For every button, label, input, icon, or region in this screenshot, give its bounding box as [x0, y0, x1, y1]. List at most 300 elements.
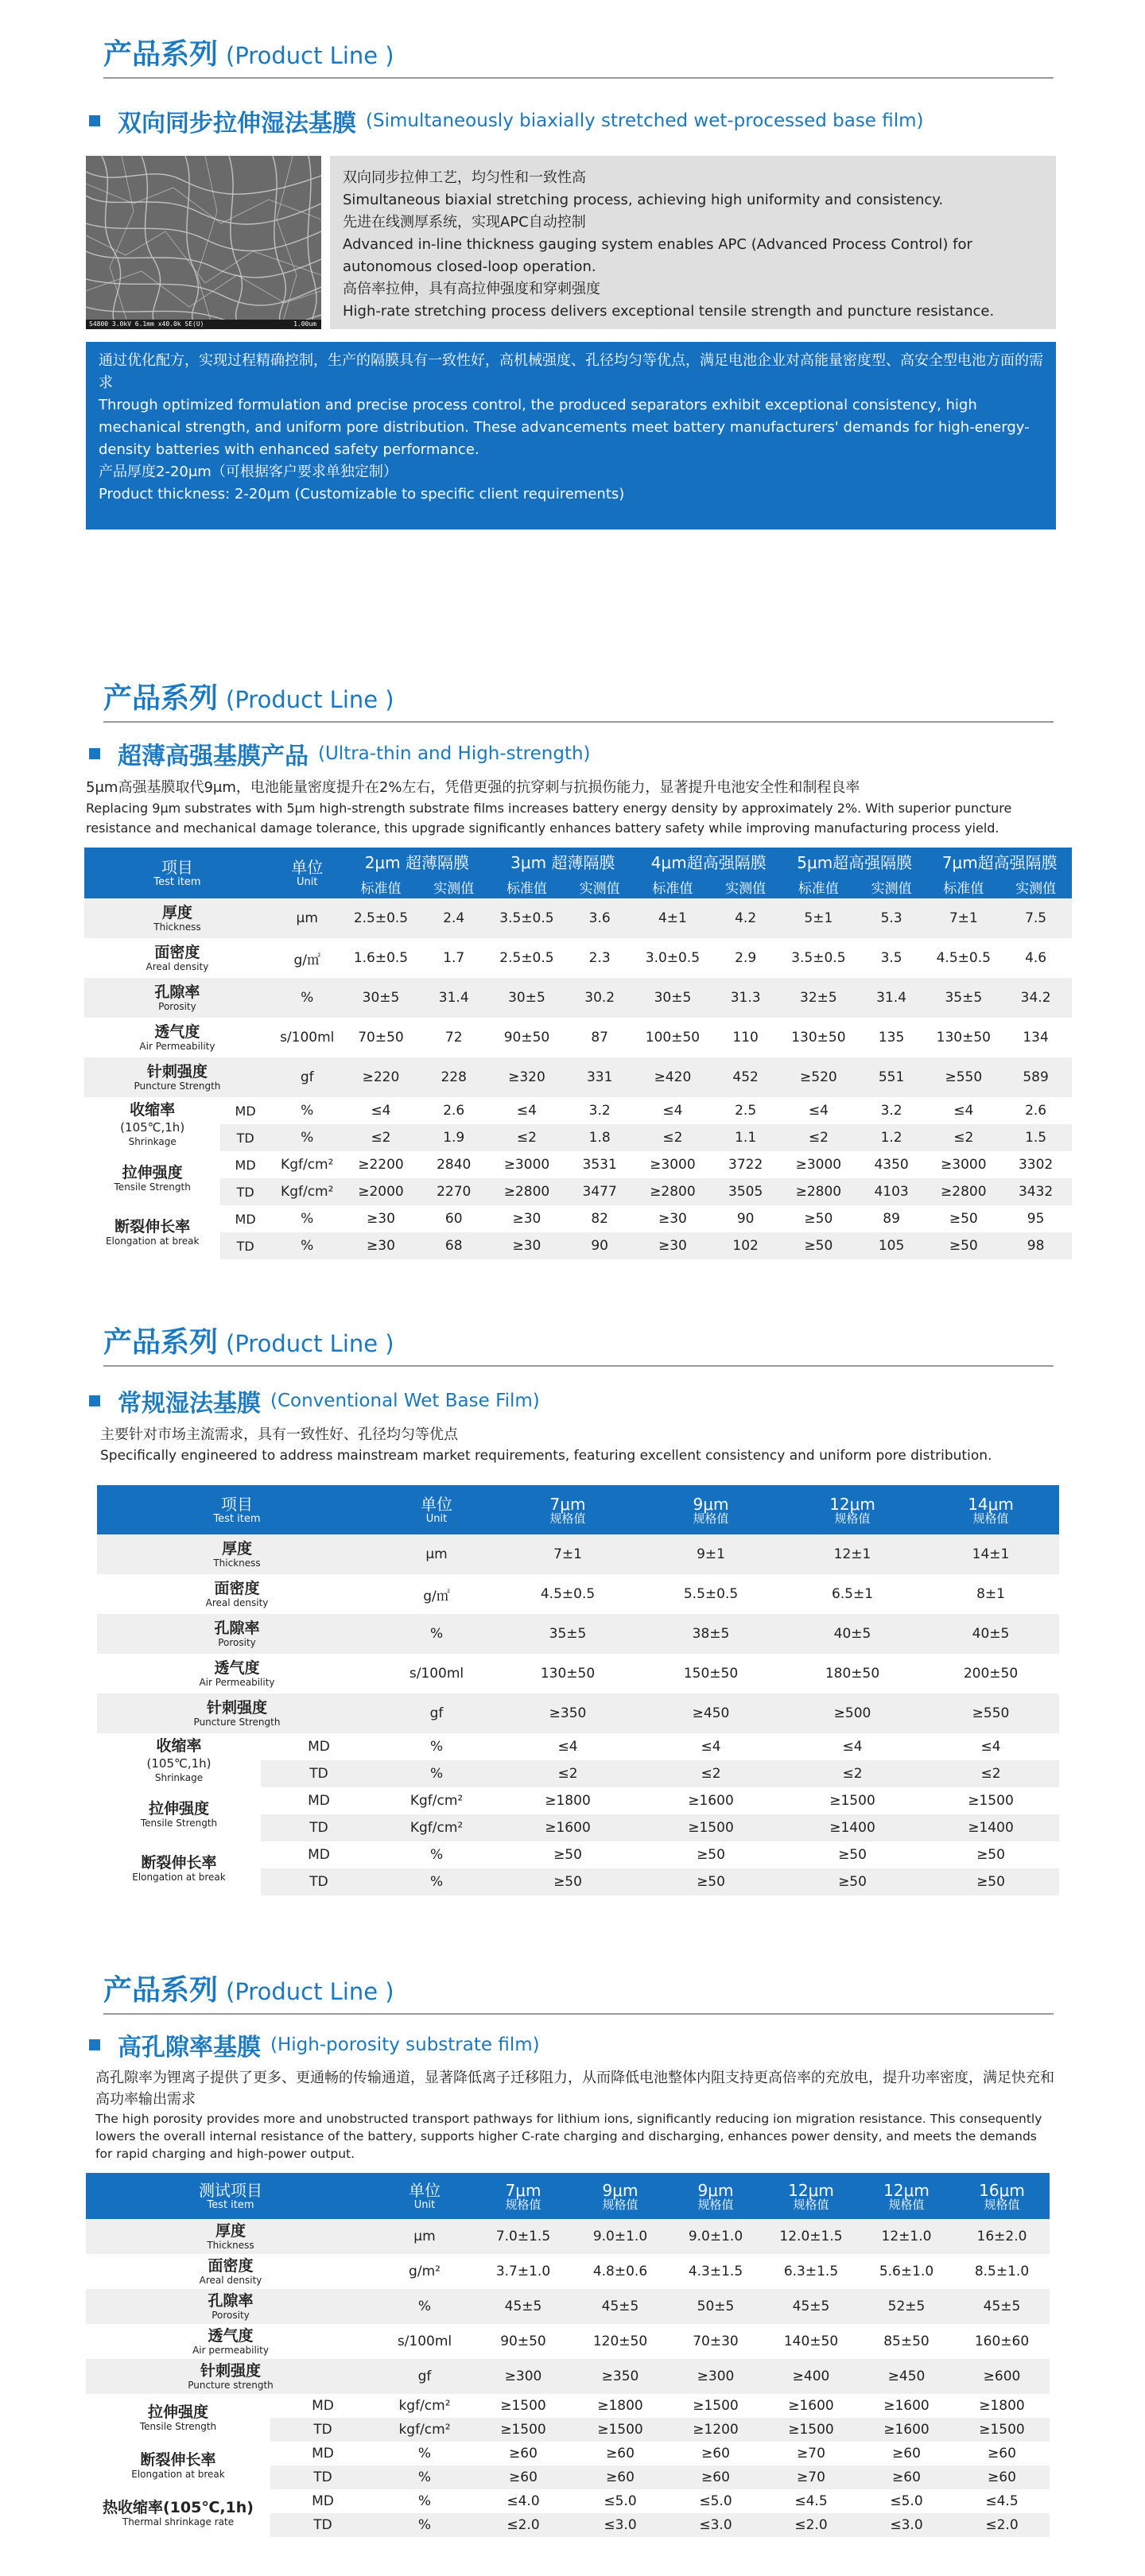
dir-cell: MD [235, 1103, 256, 1119]
col-product: 14μm 规格值 [922, 1485, 1059, 1534]
table-cell: 7.5 [999, 898, 1072, 938]
col-act: 实测值 [417, 875, 490, 898]
table-cell: 1.6±0.5 [353, 950, 409, 966]
table-cell: 3505 [709, 1178, 782, 1205]
dir-cell: MD [312, 2398, 334, 2414]
table-cell: ≥1800 [597, 2398, 643, 2414]
table-cell: 72 [444, 1030, 463, 1046]
table-cell: ≤5.0 [604, 2493, 637, 2509]
table-cell: ≥1500 [693, 2398, 739, 2414]
table-cell: 4.8±0.6 [592, 2264, 648, 2279]
table-cell: 1.8 [564, 1124, 636, 1151]
unit-cell: % [377, 1614, 496, 1654]
table-cell: ≤2 [496, 1760, 639, 1787]
row-label: 孔隙率 Porosity [84, 978, 270, 1018]
section-1-heading [103, 32, 1054, 79]
dir-cell: MD [235, 1157, 256, 1173]
table-row [84, 1097, 1072, 1124]
col-product: 9μm 规格值 [639, 1485, 782, 1534]
table-cell: ≥60 [988, 2446, 1016, 2462]
unit-cell: s/100ml [409, 1666, 464, 1682]
dir-cell: MD [312, 2493, 334, 2509]
section-title-en: (Product Line ) [226, 686, 394, 713]
square-bullet-icon [89, 748, 100, 759]
row-label: 针刺强度 Puncture Strength [84, 1057, 270, 1097]
s1-description-box [86, 342, 1056, 530]
s3-intro-zh: 主要针对市场主流需求，具有一致性好、孔径均匀等优点 [100, 1426, 458, 1443]
unit-cell: Kgf/cm² [270, 1178, 344, 1205]
table-cell: 2.5±0.5 [344, 898, 418, 938]
table-cell: ≥70 [763, 2465, 859, 2489]
unit-cell: s/100ml [280, 1030, 335, 1046]
table-cell: 89 [883, 1211, 900, 1227]
table-cell: ≥2000 [344, 1178, 418, 1205]
table-cell: ≥50 [838, 1847, 867, 1863]
table-cell: 45±5 [474, 2289, 572, 2324]
table-cell: 130±50 [791, 1030, 846, 1046]
table-row [84, 1232, 1072, 1259]
dir-cell: TD [220, 1124, 270, 1151]
row-label: 透气度 Air Permeability [199, 1658, 275, 1688]
table-cell: 2.5±0.5 [499, 950, 554, 966]
table-cell: ≥600 [954, 2359, 1050, 2394]
unit-cell: % [301, 1103, 314, 1119]
table-row [97, 1534, 1059, 1574]
table-cell: 4350 [874, 1157, 909, 1173]
table-cell: 70±50 [358, 1030, 404, 1046]
table-cell: ≥50 [782, 1868, 922, 1895]
row-label: 拉伸强度 Tensile Strength [140, 1799, 218, 1829]
s1-sub-zh: 双向同步拉伸湿法基膜 [118, 110, 356, 138]
col-unit: 单位 Unit [377, 1485, 496, 1534]
table-cell: ≥50 [976, 1847, 1005, 1863]
table-cell: 5.6±1.0 [879, 2264, 934, 2279]
table-cell: 9.0±1.0 [668, 2219, 763, 2254]
table-row [84, 1057, 1072, 1097]
table-cell: 100±50 [645, 1030, 701, 1046]
table-cell: 452 [709, 1057, 782, 1097]
table-cell: ≥30 [344, 1232, 418, 1259]
table-cell: ≥2800 [636, 1178, 710, 1205]
table-cell: 228 [417, 1057, 490, 1097]
table-cell: ≤2.0 [474, 2513, 572, 2537]
col-unit: 单位 Unit [270, 848, 344, 898]
table-cell: 2840 [437, 1157, 472, 1173]
table-cell: ≤2 [782, 1760, 922, 1787]
table-cell: 200±50 [963, 1666, 1019, 1682]
table-cell: ≥50 [496, 1868, 639, 1895]
table-cell: 5.5±0.5 [683, 1586, 739, 1602]
table-cell: 40±5 [922, 1614, 1059, 1654]
table-cell: ≥500 [782, 1693, 922, 1733]
row-label: 收缩率 (105℃,1h) Shrinkage [120, 1100, 185, 1147]
s4-spec-table [86, 2173, 1050, 2537]
table-cell: ≥70 [797, 2446, 825, 2462]
table-cell: 2.6 [443, 1103, 465, 1119]
unit-cell: gf [375, 2359, 474, 2394]
table-cell: 5±1 [782, 898, 856, 938]
section-4-heading [103, 1968, 1054, 2015]
square-bullet-icon [89, 115, 100, 126]
s1-desc-line: Through optimized formulation and precise process control, the produced separators exhibit exceptional consistency, high mechanical strength, and uniform pore distribution. These advancements meet battery manufacturers' demands for high-energy-density batteries with enhanced safety performance. [99, 397, 1030, 458]
table-cell: ≥1500 [639, 1814, 782, 1841]
table-row [97, 1693, 1059, 1733]
table-cell: 3.7±1.0 [495, 2264, 551, 2279]
table-cell: 3.6 [564, 898, 636, 938]
s2-subheading [89, 736, 591, 771]
row-label: 断裂伸长率 Elongation at break [132, 1853, 226, 1883]
table-row [86, 2489, 1050, 2513]
unit-cell: μm [270, 898, 344, 938]
table-cell: 52±5 [859, 2289, 954, 2324]
table-cell: 3477 [564, 1178, 636, 1205]
table-cell: ≥30 [490, 1232, 564, 1259]
s2-sub-en: (Ultra-thin and High-strength) [318, 743, 591, 764]
row-label: 拉伸强度 Tensile Strength [139, 2403, 217, 2432]
table-cell: ≥30 [636, 1232, 710, 1259]
unit-cell: % [375, 2289, 474, 2324]
unit-cell: g/m² [409, 2264, 441, 2279]
unit-cell: % [417, 2493, 432, 2509]
table-cell: 1.7 [443, 950, 465, 966]
table-cell: 34.2 [999, 978, 1072, 1018]
s2-sub-zh: 超薄高强基膜产品 [118, 743, 309, 770]
s2-spec-table [84, 848, 1072, 1259]
table-row [86, 2289, 1050, 2324]
col-product: 9μm 规格值 [668, 2173, 763, 2219]
s1-feature-line: 先进在线测厚系统，实现APC自动控制 [343, 214, 586, 231]
table-row [86, 2442, 1050, 2465]
table-cell: ≥2800 [782, 1178, 856, 1205]
unit-cell: % [270, 1232, 344, 1259]
table-cell: ≥1500 [954, 2418, 1050, 2442]
s3-sub-en: (Conventional Wet Base Film) [270, 1391, 540, 1411]
table-cell: 82 [591, 1211, 608, 1227]
row-label: 厚度 Thickness [97, 1534, 377, 1574]
table-cell: ≤4 [953, 1103, 974, 1119]
col-std: 标准值 [490, 875, 564, 898]
table-cell: ≤2 [490, 1124, 564, 1151]
table-cell: 551 [856, 1057, 928, 1097]
table-cell: 2.6 [1025, 1103, 1047, 1119]
table-cell: ≥1500 [500, 2398, 546, 2414]
table-cell: ≥60 [859, 2465, 954, 2489]
section-title-zh: 产品系列 [103, 1974, 219, 2007]
table-cell: 180±50 [825, 1666, 880, 1682]
table-cell: ≥300 [474, 2359, 572, 2394]
table-cell: ≤4.5 [985, 2493, 1019, 2509]
table-cell: ≥60 [954, 2465, 1050, 2489]
square-bullet-icon [89, 2039, 100, 2050]
section-title-zh: 产品系列 [103, 682, 219, 715]
table-cell: 5.3 [856, 898, 928, 938]
table-cell: 160±60 [974, 2334, 1030, 2349]
table-cell: ≤4.5 [794, 2493, 828, 2509]
table-cell: 32±5 [782, 978, 856, 1018]
unit-cell: Kgf/cm² [281, 1157, 334, 1173]
s2-intro-zh: 5μm高强基膜取代9μm，电池能量密度提升在2%左右，凭借更强的抗穿刺与抗损伤能力，显著提升电池安全性和制程良率 [86, 779, 860, 796]
table-cell: 4±1 [636, 898, 710, 938]
table-cell: ≥320 [490, 1057, 564, 1097]
table-cell: ≤4 [808, 1103, 829, 1119]
s1-feature-box [330, 156, 1056, 329]
col-product: 16μm 规格值 [954, 2173, 1050, 2219]
square-bullet-icon [89, 1395, 100, 1406]
table-cell: 7±1 [927, 898, 999, 938]
table-cell: 50±5 [668, 2289, 763, 2324]
table-row [84, 978, 1072, 1018]
row-label: 厚度 Thickness [86, 2219, 375, 2254]
section-title-en: (Product Line ) [226, 1330, 394, 1357]
table-cell: 38±5 [639, 1614, 782, 1654]
table-cell: ≥60 [606, 2446, 635, 2462]
section-title-zh: 产品系列 [103, 38, 219, 71]
col-product: 12μm 规格值 [782, 1485, 922, 1534]
table-cell: 95 [1027, 1211, 1045, 1227]
table-cell: 45±5 [763, 2289, 859, 2324]
table-cell: ≥520 [782, 1057, 856, 1097]
table-cell: ≥30 [658, 1211, 687, 1227]
table-cell: 4103 [856, 1178, 928, 1205]
col-std: 标准值 [782, 875, 856, 898]
table-cell: 331 [564, 1057, 636, 1097]
s4-intro [95, 2067, 1058, 2163]
unit-cell: μm [377, 1534, 496, 1574]
table-cell: 6.3±1.5 [783, 2264, 839, 2279]
table-cell: 7.0±1.5 [474, 2219, 572, 2254]
row-label: 孔隙率 Porosity [97, 1614, 377, 1654]
table-cell: 85±50 [883, 2334, 930, 2349]
dir-cell: TD [220, 1178, 270, 1205]
row-label: 面密度 Areal density [205, 1579, 269, 1608]
table-cell: 1.2 [856, 1124, 928, 1151]
row-label: 针刺强度 Puncture strength [86, 2359, 375, 2394]
table-cell: 102 [709, 1232, 782, 1259]
table-cell: 4.2 [709, 898, 782, 938]
table-row [86, 2394, 1050, 2418]
table-cell: 30±5 [636, 978, 710, 1018]
row-label: 透气度 Air permeability [192, 2326, 269, 2356]
table-cell: 2.4 [417, 898, 490, 938]
table-cell: ≤3.0 [668, 2513, 763, 2537]
table-cell: 60 [444, 1211, 463, 1227]
table-cell: 12±1 [782, 1534, 922, 1574]
s1-desc-line: 通过优化配方，实现过程精确控制，生产的隔膜具有一致性好，高机械强度、孔径均匀等优点，满足电池企业对高能量密度型、高安全型电池方面的需求 [99, 352, 1043, 391]
table-cell: 3432 [999, 1178, 1072, 1205]
col-unit: 单位 Unit [375, 2173, 474, 2219]
table-cell: 30±5 [344, 978, 418, 1018]
table-cell: 130±50 [936, 1030, 991, 1046]
col-product: 3μm 超薄隔膜 [490, 848, 635, 875]
table-cell: ≥50 [804, 1211, 833, 1227]
table-cell: 1.5 [999, 1124, 1072, 1151]
row-label: 厚度 Thickness [84, 898, 270, 938]
table-cell: 12.0±1.5 [763, 2219, 859, 2254]
dir-cell: TD [261, 1760, 377, 1787]
s4-subheading [89, 2027, 540, 2062]
s1-feature-line: Simultaneous biaxial stretching process, achieving high uniformity and consistency. [343, 192, 944, 208]
table-cell: 150±50 [683, 1666, 739, 1682]
table-cell: ≤2 [922, 1760, 1059, 1787]
unit-cell: g/㎡ [423, 1588, 450, 1604]
table-cell: ≥450 [639, 1693, 782, 1733]
table-cell: ≤5.0 [890, 2493, 923, 2509]
table-cell: 30.2 [564, 978, 636, 1018]
table-cell: ≥50 [639, 1868, 782, 1895]
table-cell: ≥2800 [490, 1178, 564, 1205]
table-cell: 31.4 [417, 978, 490, 1018]
table-cell: ≥3000 [941, 1157, 987, 1173]
table-cell: 2.5 [735, 1103, 757, 1119]
sem-caption: S4800 3.0kV 6.1mm x40.0k SE(U) [89, 320, 204, 328]
s1-sub-en: (Simultaneously biaxially stretched wet-processed base film) [366, 111, 924, 131]
table-cell: 2.9 [735, 950, 757, 966]
section-title-en: (Product Line ) [226, 1978, 394, 2005]
table-cell: 3.5±0.5 [490, 898, 564, 938]
row-label: 热收缩率(105℃,1h) Thermal shrinkage rate [102, 2498, 254, 2528]
col-test-item: 项目 Test item [97, 1485, 377, 1534]
col-std: 标准值 [636, 875, 710, 898]
unit-cell: % [270, 978, 344, 1018]
table-cell: ≥60 [509, 2446, 538, 2462]
table-cell: ≥1800 [545, 1793, 591, 1809]
row-label: 收缩率 (105℃,1h) Shrinkage [146, 1736, 212, 1783]
col-act: 实测值 [564, 875, 636, 898]
table-cell: ≤2 [639, 1760, 782, 1787]
table-cell: 4.5±0.5 [540, 1586, 596, 1602]
row-label: 面密度 Areal density [146, 943, 209, 972]
col-act: 实测值 [856, 875, 928, 898]
unit-cell: gf [377, 1693, 496, 1733]
unit-cell: % [429, 1739, 444, 1755]
dir-cell: MD [308, 1847, 330, 1863]
table-cell: 90 [564, 1232, 636, 1259]
dir-cell: TD [270, 2465, 375, 2489]
unit-cell: % [417, 2446, 432, 2462]
table-row [84, 898, 1072, 938]
table-cell: 8.5±1.0 [974, 2264, 1030, 2279]
table-cell: ≥1500 [829, 1793, 875, 1809]
s3-spec-table [97, 1485, 1059, 1895]
table-cell: ≥350 [572, 2359, 668, 2394]
unit-cell: % [377, 1760, 496, 1787]
table-cell: 4.5±0.5 [936, 950, 991, 966]
table-cell: ≤2 [344, 1124, 418, 1151]
col-product: 4μm超高强隔膜 [636, 848, 782, 875]
table-cell: ≤4 [980, 1739, 1001, 1755]
table-cell: 12±1.0 [859, 2219, 954, 2254]
row-label: 透气度 Air Permeability [139, 1022, 215, 1052]
unit-cell: s/100ml [397, 2334, 452, 2349]
table-cell: ≥50 [949, 1211, 978, 1227]
table-row [86, 2324, 1050, 2359]
table-cell: 3531 [582, 1157, 617, 1173]
table-cell: ≥1400 [922, 1814, 1059, 1841]
table-cell: ≥3000 [503, 1157, 550, 1173]
s4-intro-zh: 高孔隙率为锂离子提供了更多、更通畅的传输通道，显著降低离子迁移阻力，从而降低电池整体内阻支持更高倍率的充放电，提升功率密度，满足快充和高功率输出需求 [95, 2070, 1054, 2108]
row-label: 面密度 Areal density [199, 2256, 262, 2286]
dir-cell: MD [308, 1739, 330, 1755]
table-cell: ≥60 [668, 2465, 763, 2489]
table-row [97, 1841, 1059, 1868]
section-title-zh: 产品系列 [103, 1326, 219, 1359]
table-cell: ≥1500 [763, 2418, 859, 2442]
table-cell: ≥1600 [883, 2398, 930, 2414]
dir-cell: TD [270, 2418, 375, 2442]
table-row [97, 1787, 1059, 1814]
table-cell: 3.0±0.5 [645, 950, 701, 966]
table-cell: ≥420 [636, 1057, 710, 1097]
table-cell: 90 [736, 1211, 755, 1227]
table-cell: 135 [878, 1030, 905, 1046]
s3-sub-zh: 常规湿法基膜 [118, 1390, 261, 1418]
s3-intro [100, 1425, 1062, 1466]
section-2-heading [103, 676, 1054, 723]
table-row [86, 2359, 1050, 2394]
table-cell: 8±1 [976, 1586, 1005, 1602]
table-cell: ≥400 [763, 2359, 859, 2394]
table-cell: ≤4.0 [507, 2493, 540, 2509]
table-cell: ≥50 [922, 1868, 1059, 1895]
table-cell: ≥3000 [795, 1157, 842, 1173]
table-cell: ≥550 [922, 1693, 1059, 1733]
table-cell: ≥1600 [688, 1793, 734, 1809]
table-cell: ≥300 [668, 2359, 763, 2394]
table-cell: ≥350 [496, 1693, 639, 1733]
row-label: 断裂伸长率 Elongation at break [131, 2450, 225, 2480]
table-cell: 45±5 [572, 2289, 668, 2324]
dir-cell: MD [312, 2446, 334, 2462]
s1-feature-line: 高倍率拉伸，具有高拉伸强度和穿刺强度 [343, 281, 600, 297]
table-cell: ≥60 [572, 2465, 668, 2489]
dir-cell: MD [235, 1211, 256, 1227]
table-cell: 40±5 [782, 1614, 922, 1654]
row-label: 针刺强度 Puncture Strength [97, 1693, 377, 1733]
table-cell: ≥1600 [788, 2398, 834, 2414]
s1-desc-line: 产品厚度2-20μm（可根据客户要求单独定制） [99, 464, 398, 480]
unit-cell: % [429, 1847, 444, 1863]
section-title-en: (Product Line ) [226, 42, 394, 69]
s3-subheading [89, 1383, 540, 1418]
table-cell: ≥1400 [782, 1814, 922, 1841]
col-product: 12μm 规格值 [859, 2173, 954, 2219]
table-cell: 9.0±1.0 [572, 2219, 668, 2254]
table-row [84, 1151, 1072, 1178]
unit-cell: Kgf/cm² [409, 1793, 464, 1809]
table-row [97, 1733, 1059, 1760]
table-cell: ≤3.0 [572, 2513, 668, 2537]
table-cell: ≥50 [927, 1232, 999, 1259]
unit-cell: kgf/cm² [398, 2398, 451, 2414]
s1-feature-line: Advanced in-line thickness gauging system enables APC (Advanced Process Control) for autonomous closed-loop operation. [343, 236, 972, 275]
table-row [84, 938, 1072, 978]
sem-scale: 1.00um [293, 320, 316, 328]
s1-subheading [89, 103, 924, 138]
table-cell: 14±1 [922, 1534, 1059, 1574]
table-cell: 90±50 [500, 2334, 546, 2349]
table-cell: ≥1500 [474, 2418, 572, 2442]
table-cell: ≥1200 [668, 2418, 763, 2442]
table-cell: 2270 [417, 1178, 490, 1205]
table-cell: ≥2200 [358, 1157, 404, 1173]
table-row [97, 1654, 1059, 1693]
col-product: 7μm超高强隔膜 [927, 848, 1072, 875]
table-cell: 3302 [1018, 1157, 1054, 1173]
table-cell: ≤2.0 [763, 2513, 859, 2537]
table-cell: 35±5 [927, 978, 999, 1018]
table-cell: ≤4 [516, 1103, 537, 1119]
table-cell: 30±5 [490, 978, 564, 1018]
